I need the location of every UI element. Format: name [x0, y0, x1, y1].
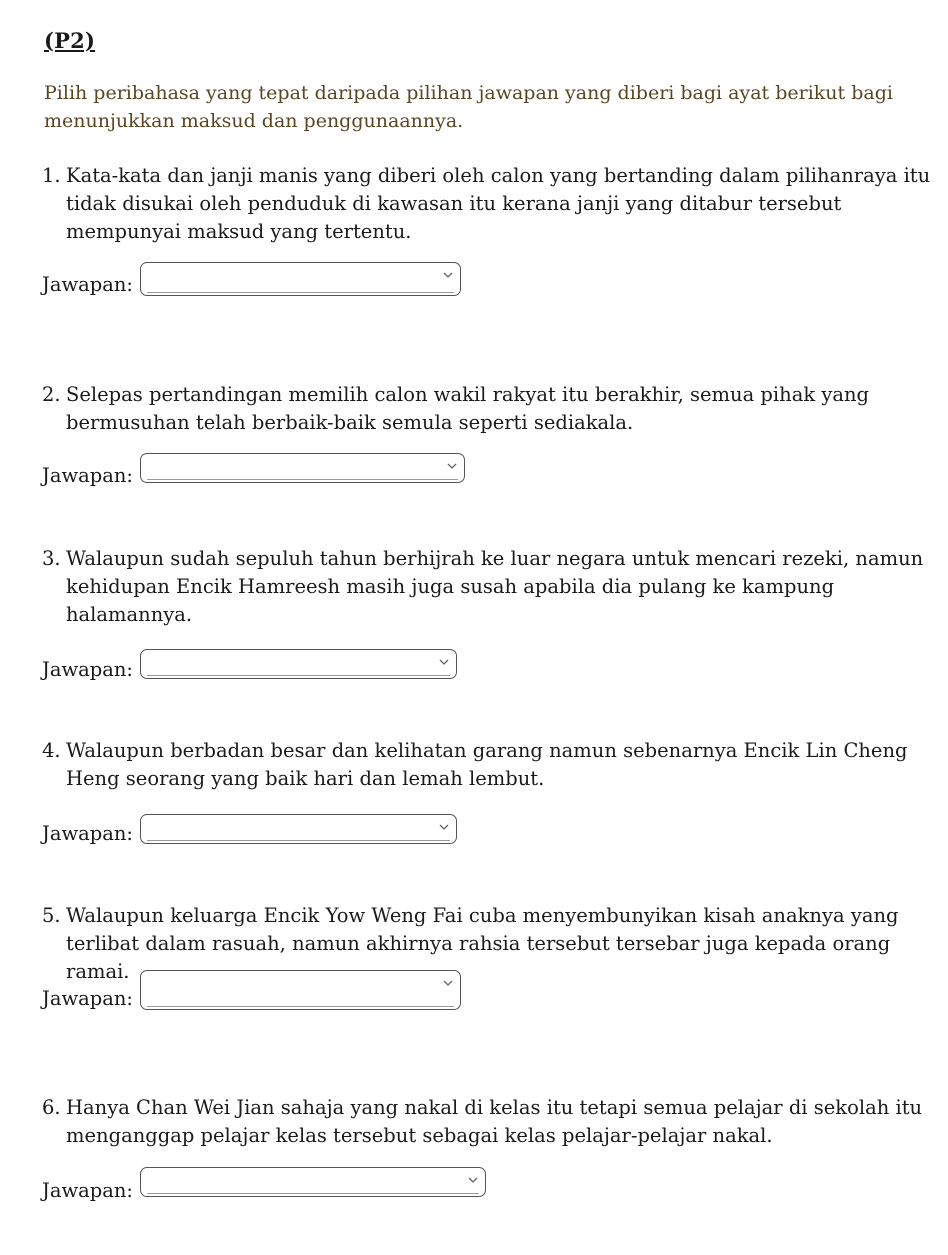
question-1	[42, 162, 937, 246]
answer-dropdown-1[interactable]	[140, 262, 461, 296]
instruction-text: Pilih peribahasa yang tepat daripada pilihan jawapan yang diberi bagi ayat berikut bagi menunjukkan maksud dan penggunaannya.	[44, 82, 893, 132]
answer-label-1: Jawapan:	[42, 273, 133, 296]
question-text: Kata-kata dan janji manis yang diberi oleh calon yang bertanding dalam pilihanraya itu tidak disukai oleh penduduk di kawasan itu kerana janji yang ditabur tersebut mempunyai maksud yang tertentu.	[66, 164, 931, 243]
question-6	[42, 1094, 937, 1150]
question-4	[42, 737, 937, 793]
question-number: 2.	[42, 383, 61, 406]
chevron-down-icon	[446, 461, 458, 471]
question-number: 1.	[42, 164, 61, 187]
answer-label-6: Jawapan:	[42, 1179, 133, 1202]
section-heading: (P2)	[44, 28, 96, 53]
answer-label-5: Jawapan:	[42, 987, 133, 1010]
dropdown-underline	[147, 675, 450, 676]
question-text: Hanya Chan Wei Jian sahaja yang nakal di kelas itu tetapi semua pelajar di sekolah itu menganggap pelajar kelas tersebut sebagai kelas pelajar-pelajar nakal.	[66, 1096, 923, 1147]
question-text: Walaupun berbadan besar dan kelihatan garang namun sebenarnya Encik Lin Cheng Heng seorang yang baik hari dan lemah lembut.	[66, 739, 908, 790]
chevron-down-icon	[442, 978, 454, 988]
question-number: 3.	[42, 547, 61, 570]
answer-dropdown-2[interactable]	[140, 453, 465, 483]
question-3	[42, 545, 937, 629]
chevron-down-icon	[438, 822, 450, 832]
dropdown-underline	[147, 292, 454, 293]
answer-label-4: Jawapan:	[42, 822, 133, 845]
dropdown-underline	[147, 1193, 479, 1194]
dropdown-underline	[147, 1006, 454, 1007]
question-text: Selepas pertandingan memilih calon wakil rakyat itu berakhir, semua pihak yang bermusuhan telah berbaik-baik semula seperti sediakala.	[66, 383, 870, 434]
answer-label-2: Jawapan:	[42, 464, 133, 487]
question-2	[42, 381, 937, 437]
question-text: Walaupun keluarga Encik Yow Weng Fai cuba menyembunyikan kisah anaknya yang terlibat dalam rasuah, namun akhirnya rahsia tersebut tersebar juga kepada orang ramai.	[66, 904, 899, 983]
question-text: Walaupun sudah sepuluh tahun berhijrah ke luar negara untuk mencari rezeki, namun kehidupan Encik Hamreesh masih juga susah apabila dia pulang ke kampung halamannya.	[66, 547, 924, 626]
answer-dropdown-4[interactable]	[140, 814, 457, 844]
chevron-down-icon	[467, 1175, 479, 1185]
chevron-down-icon	[438, 657, 450, 667]
question-number: 5.	[42, 904, 61, 927]
question-number: 6.	[42, 1096, 61, 1119]
question-number: 4.	[42, 739, 61, 762]
answer-dropdown-6[interactable]	[140, 1167, 486, 1197]
dropdown-underline	[147, 479, 458, 480]
answer-dropdown-5[interactable]	[140, 970, 461, 1010]
answer-dropdown-3[interactable]	[140, 649, 457, 679]
answer-label-3: Jawapan:	[42, 658, 133, 681]
dropdown-underline	[147, 840, 450, 841]
chevron-down-icon	[442, 270, 454, 280]
